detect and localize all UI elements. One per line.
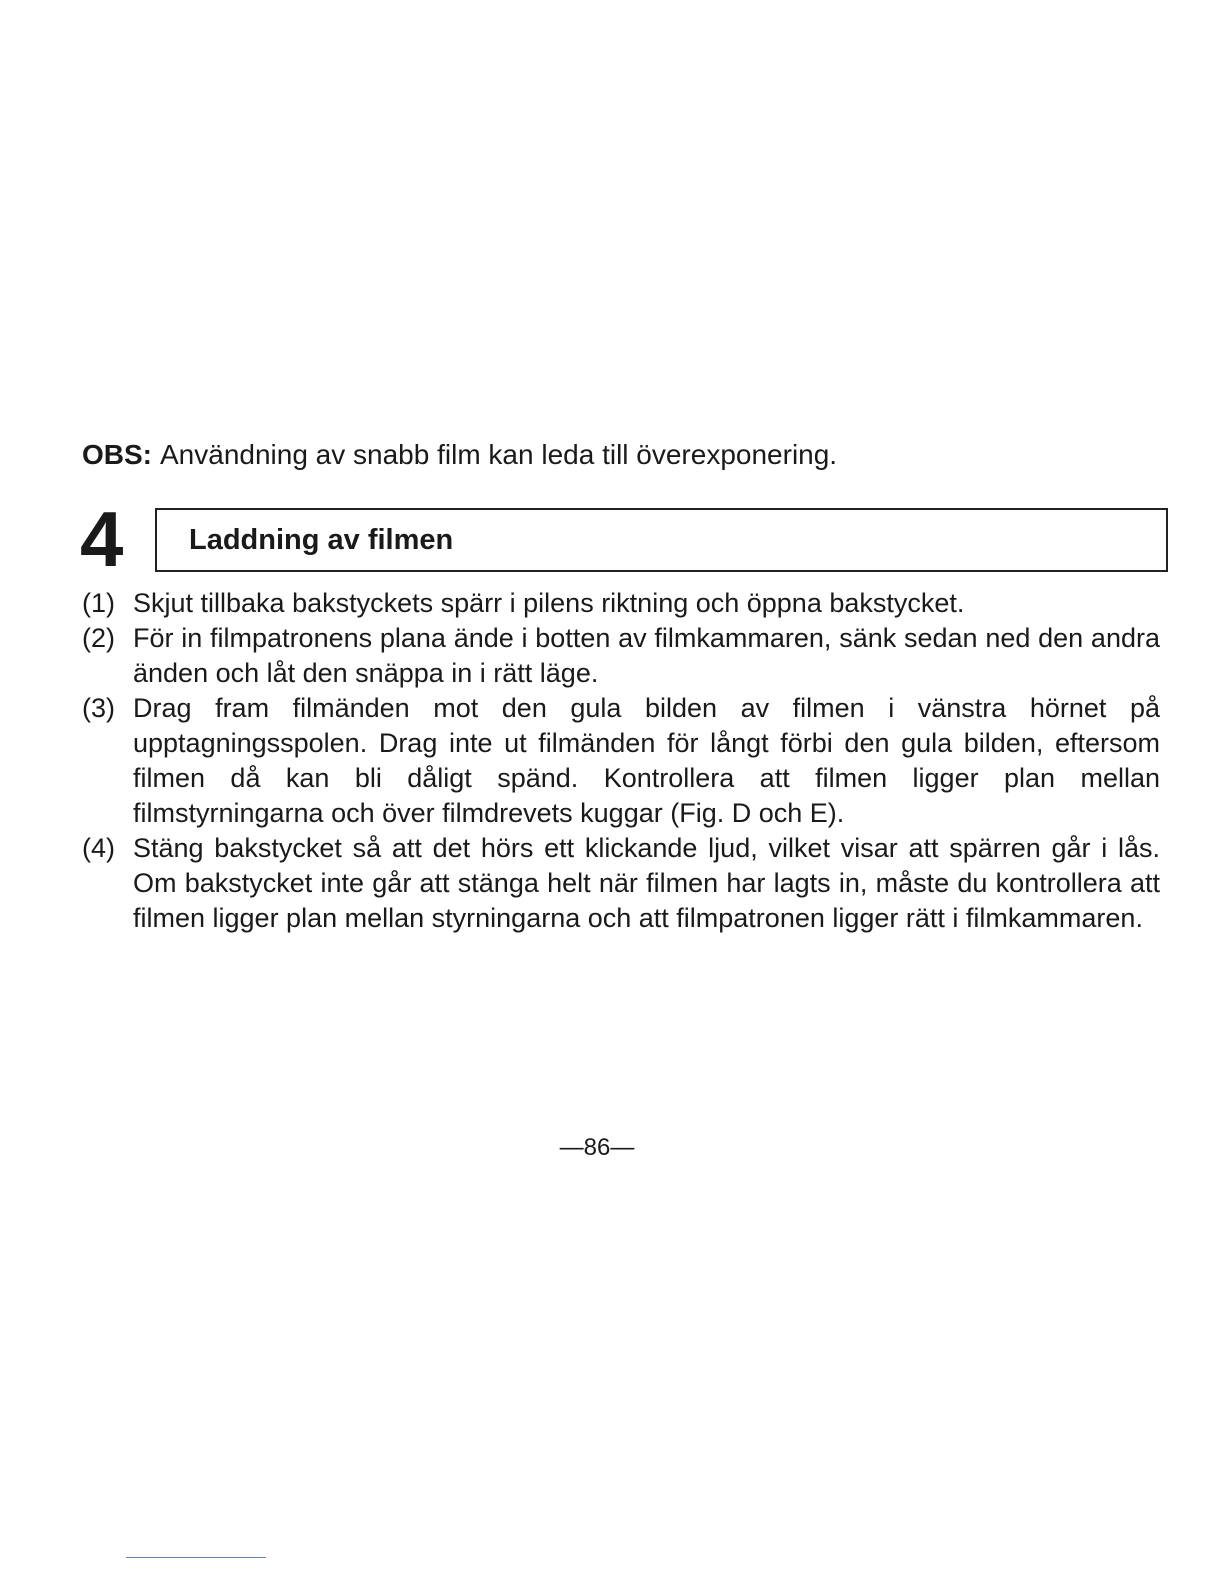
step-item [82, 586, 1160, 621]
step-text: Skjut tillbaka bakstyckets spärr i pilens riktning och öppna bakstycket. [133, 588, 965, 618]
section-heading-box [155, 508, 1168, 572]
step-number: (2) [82, 623, 115, 653]
note-text: Användning av snabb film kan leda till överexponering. [160, 439, 838, 470]
step-item [82, 691, 1160, 831]
step-number: (4) [82, 833, 115, 863]
step-item [82, 621, 1160, 691]
step-number: (3) [82, 693, 115, 723]
step-text: Drag fram filmänden mot den gula bilden av filmen i vänstra hörnet på upptagningsspolen. Drag inte ut filmänden för långt förbi den gula bilden, eftersom filmen då kan bli dåligt spänd. Kontrollera att filmen ligger plan mellan filmstyrningarna och över filmdrevets kuggar (Fig. D och E). [133, 693, 1160, 828]
section-number: 4 [80, 495, 124, 583]
step-item [82, 831, 1160, 936]
note-line [82, 436, 837, 474]
steps-list [82, 586, 1160, 936]
page-number: —86— [559, 1134, 635, 1161]
step-text: För in filmpatronens plana ände i botten av filmkammaren, sänk sedan ned den andra änden och låt den snäppa in i rätt läge. [133, 623, 1160, 688]
section-title: Laddning av filmen [189, 524, 454, 556]
step-text: Stäng bakstycket så att det hörs ett klickande ljud, vilket visar att spärren går i lås. Om bakstycket inte går att stänga helt när filmen har lagts in, måste du kontrollera att filmen ligger plan mellan styrningarna och att filmpatronen ligger rätt i filmkammaren. [133, 833, 1160, 933]
footer-divider [126, 1557, 266, 1558]
step-number: (1) [82, 588, 115, 618]
note-label: OBS: [82, 439, 152, 470]
